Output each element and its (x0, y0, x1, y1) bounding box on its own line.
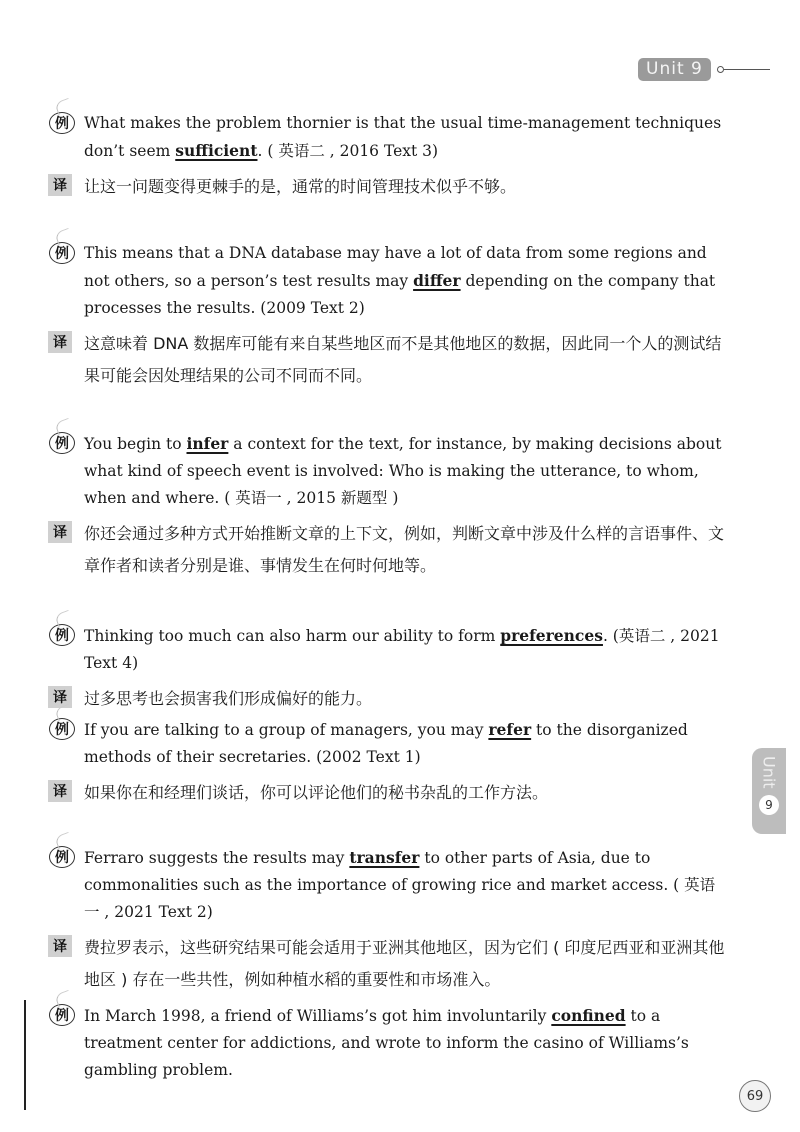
example-icon: 例 (48, 622, 76, 648)
example-block (48, 1002, 728, 1084)
example-block (48, 716, 728, 809)
side-tab-number: 9 (759, 795, 779, 815)
example-sentence: 例 You begin to infer a context for the text, for instance, by making decisions about what kind of speech event is involved: Who is making the utterance, to whom, when and where. ( 英语一 , 2015 新题型 ) (48, 430, 728, 512)
translation-icon: 译 (48, 521, 72, 543)
unit-header-rule (717, 66, 770, 73)
translation-icon: 译 (48, 935, 72, 957)
margin-rule (24, 1000, 26, 1110)
translation-icon: 译 (48, 331, 72, 353)
example-block (48, 844, 728, 996)
example-icon: 例 (48, 110, 76, 136)
keyword: sufficient (175, 141, 258, 160)
example-block (48, 622, 728, 715)
translation-icon: 译 (48, 780, 72, 802)
keyword: differ (413, 271, 461, 290)
example-sentence: 例 If you are talking to a group of managers, you may refer to the disorganized methods of their secretaries. (2002 Text 1) (48, 716, 728, 771)
side-tab-label: Unit (759, 756, 779, 789)
example-icon: 例 (48, 844, 76, 870)
keyword: confined (551, 1006, 626, 1025)
translation-icon: 译 (48, 174, 72, 196)
translation: 译 如果你在和经理们谈话，你可以评论他们的秘书杂乱的工作方法。 (48, 777, 728, 809)
example-sentence: 例 This means that a DNA database may have a lot of data from some regions and not others, so a person’s test results may differ depending on the company that processes the results. (2009 Text 2) (48, 240, 728, 322)
unit-header (638, 58, 770, 81)
example-block (48, 240, 728, 392)
example-sentence: 例 Ferraro suggests the results may transfer to other parts of Asia, due to commonalities such as the importance of growing rice and market access. ( 英语一 , 2021 Text 2) (48, 844, 728, 926)
example-block (48, 430, 728, 582)
translation: 译 费拉罗表示，这些研究结果可能会适用于亚洲其他地区，因为它们 ( 印度尼西亚和亚洲其他地区 ) 存在一些共性，例如种植水稻的重要性和市场准入。 (48, 932, 728, 996)
keyword: refer (488, 720, 532, 739)
translation: 译 让这一问题变得更棘手的是，通常的时间管理技术似乎不够。 (48, 171, 728, 203)
rule-dot-icon (717, 66, 724, 73)
example-sentence: 例 What makes the problem thornier is that the usual time-management techniques don’t seem sufficient. ( 英语二 , 2016 Text 3) (48, 110, 728, 165)
example-icon: 例 (48, 716, 76, 742)
example-icon: 例 (48, 430, 76, 456)
keyword: infer (186, 434, 229, 453)
translation-icon: 译 (48, 686, 72, 708)
unit-badge: Unit 9 (638, 58, 711, 81)
page-number: 69 (739, 1080, 771, 1112)
translation: 译 过多思考也会损害我们形成偏好的能力。 (48, 683, 728, 715)
example-sentence: 例 In March 1998, a friend of Williams’s got him involuntarily confined to a treatment center for addictions, and wrote to inform the casino of Williams’s gambling problem. (48, 1002, 728, 1084)
keyword: transfer (349, 848, 420, 867)
translation: 译 这意味着 DNA 数据库可能有来自某些地区而不是其他地区的数据，因此同一个人的测试结果可能会因处理结果的公司不同而不同。 (48, 328, 728, 392)
example-icon: 例 (48, 1002, 76, 1028)
side-unit-tab (752, 748, 786, 834)
example-block (48, 110, 728, 203)
keyword: preferences (500, 626, 603, 645)
example-sentence: 例 Thinking too much can also harm our ability to form preferences. (英语二 , 2021 Text 4) (48, 622, 728, 677)
example-icon: 例 (48, 240, 76, 266)
translation: 译 你还会通过多种方式开始推断文章的上下文，例如，判断文章中涉及什么样的言语事件、文章作者和读者分别是谁、事情发生在何时何地等。 (48, 518, 728, 582)
